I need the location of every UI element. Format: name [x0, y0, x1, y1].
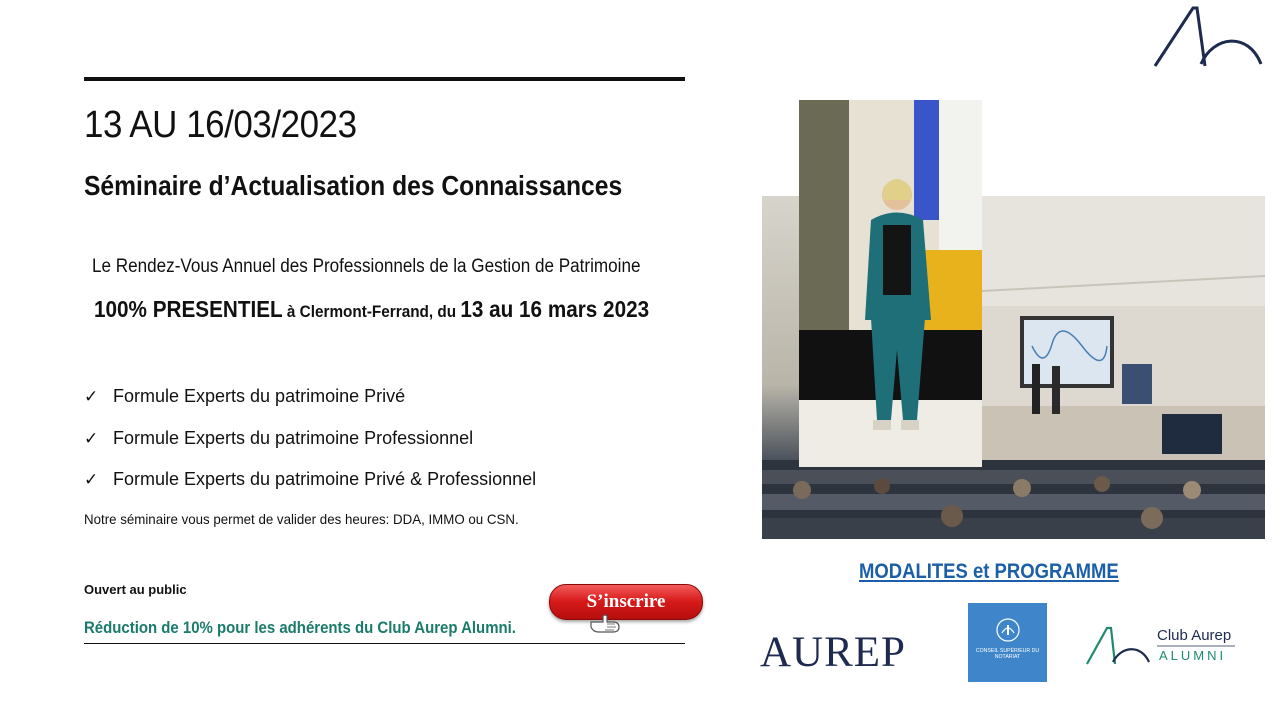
csn-emblem-icon — [995, 617, 1021, 643]
event-photo-speaker — [799, 100, 982, 467]
hours-note: Notre séminaire vous permet de valider des heures: DDA, IMMO ou CSN. — [84, 511, 519, 527]
presentiel-location: à Clermont-Ferrand, du — [282, 302, 461, 321]
check-icon: ✓ — [84, 469, 99, 489]
pointer-hand-icon — [589, 610, 621, 634]
seminar-title: Séminaire d’Actualisation des Connaissances — [84, 170, 623, 201]
csn-logo-text: CONSEIL SUPÉRIEUR DU NOTARIAT — [975, 648, 1040, 660]
formula-item — [84, 469, 536, 490]
public-note: Ouvert au public — [84, 582, 187, 597]
presentiel-line — [94, 296, 649, 323]
discount-note: Réduction de 10% pour les adhérents du Club Aurep Alumni. — [84, 618, 516, 637]
tagline: Le Rendez-Vous Annuel des Professionnels de la Gestion de Patrimoine — [92, 256, 641, 277]
signup-button[interactable]: S’inscrire — [549, 584, 703, 620]
formula-label: Formule Experts du patrimoine Professionnel — [113, 428, 474, 448]
formula-item — [84, 386, 405, 407]
csn-logo — [968, 603, 1047, 682]
top-rule — [84, 77, 685, 81]
modalites-programme-link[interactable]: MODALITES et PROGRAMME — [859, 560, 1119, 583]
presentiel-label: 100% PRESENTIEL — [94, 296, 283, 322]
aurep-logo: AUREP — [760, 629, 906, 676]
bottom-rule — [84, 643, 685, 644]
formula-label: Formule Experts du patrimoine Privé & Professionnel — [113, 469, 537, 489]
club-alumni-label: ALUMNI — [1159, 648, 1227, 663]
formula-item — [84, 428, 473, 449]
check-icon: ✓ — [84, 386, 99, 406]
corner-logo-icon — [1153, 6, 1263, 68]
check-icon: ✓ — [84, 428, 99, 448]
presentiel-dates: 13 au 16 mars 2023 — [460, 296, 650, 322]
event-date-heading: 13 AU 16/03/2023 — [84, 104, 357, 146]
formula-label: Formule Experts du patrimoine Privé — [113, 386, 406, 406]
club-aurep-label: Club Aurep — [1157, 627, 1232, 644]
event-photo-audience — [762, 460, 1265, 539]
